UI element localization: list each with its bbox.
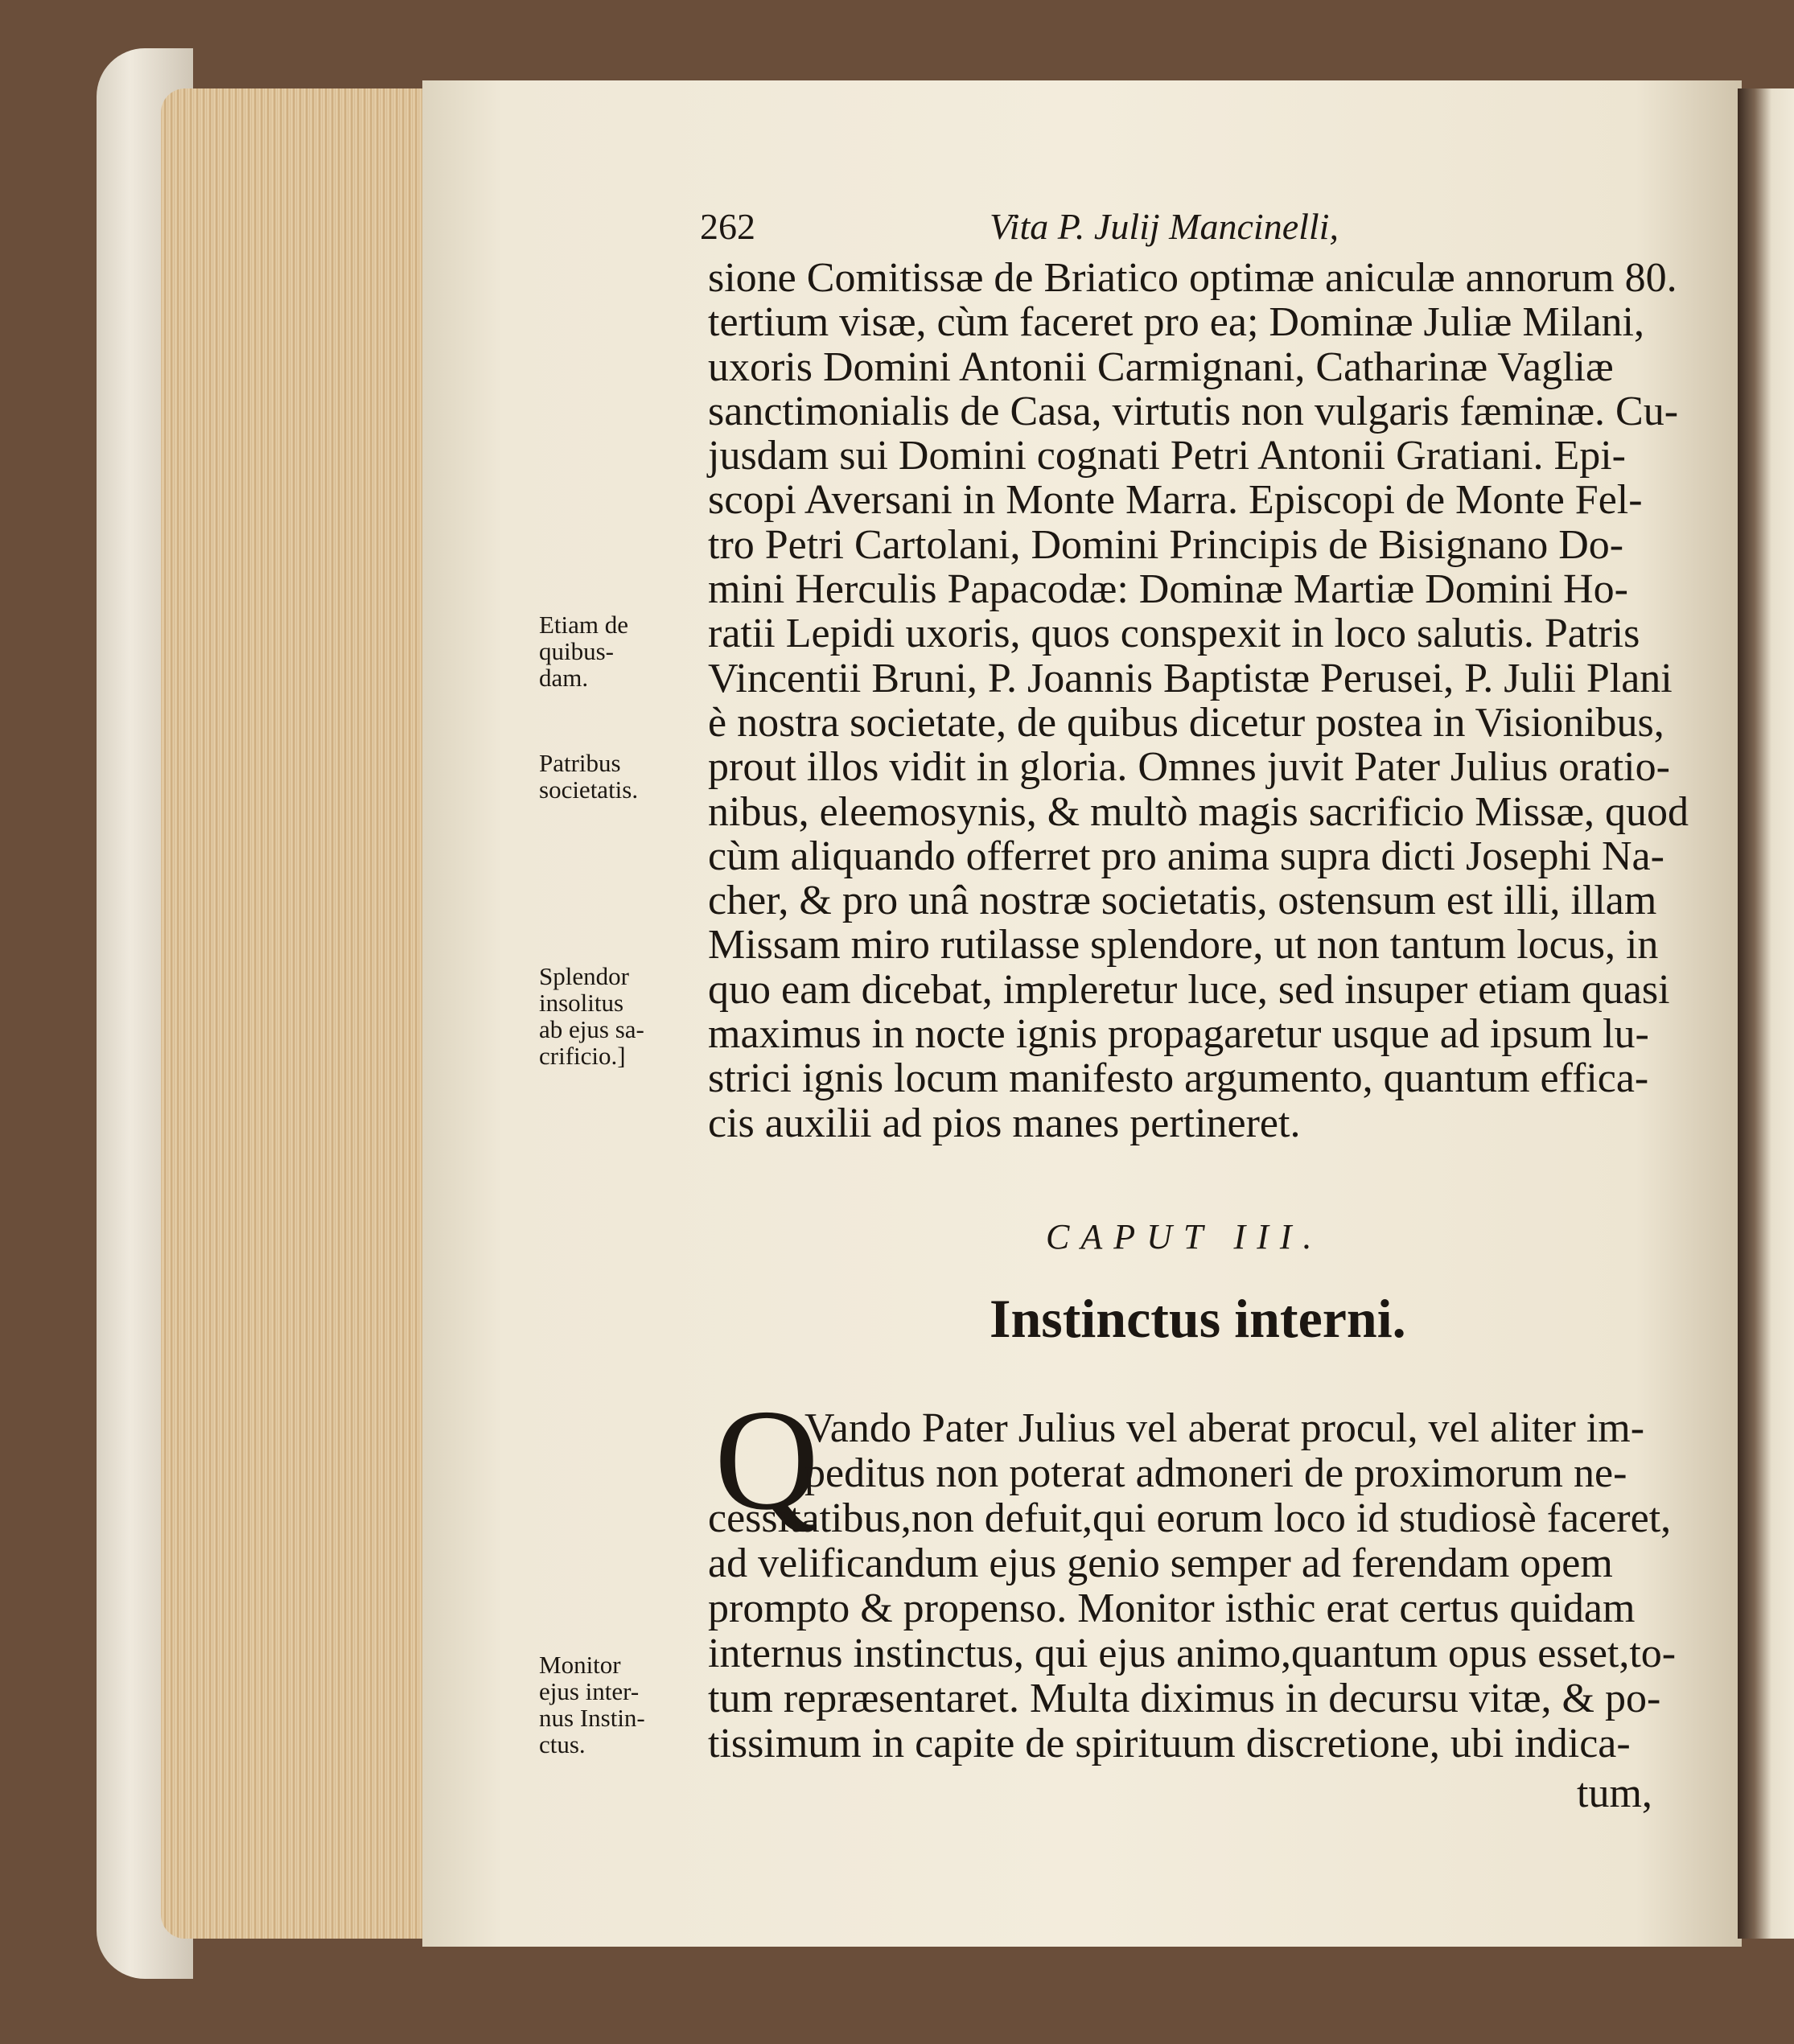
chapter-label: CAPUT III. — [1046, 1217, 1323, 1256]
text-line: internus instinctus, qui ejus animo,quantum opus esset,to- — [708, 1631, 1677, 1676]
text-line: cis auxilii ad pios manes pertineret. — [708, 1100, 1301, 1146]
margin-note-line: quibus- — [539, 637, 614, 665]
margin-note-line: ejus inter- — [539, 1677, 640, 1705]
paragraph — [708, 1406, 1681, 1766]
text-line: peditus non poterat admoneri de proximorum ne- — [804, 1450, 1627, 1496]
text-line: Missam miro rutilasse splendore, ut non tantum locus, in — [708, 922, 1659, 969]
margin-note-line: ctus. — [539, 1730, 586, 1758]
chapter-title: Instinctus interni. — [990, 1288, 1406, 1349]
margin-note — [539, 611, 700, 691]
text-line: cessitatibus,non defuit,qui eorum loco id studiosè faceret, — [708, 1495, 1672, 1541]
margin-note-line: societatis. — [539, 775, 639, 804]
catchword: tum, — [1577, 1771, 1652, 1816]
margin-note-line: Monitor — [539, 1651, 621, 1679]
running-head: Vita P. Julij Mancinelli, — [990, 206, 1339, 247]
text-line: maximus in nocte ignis propagaretur usque ad ipsum lu- — [708, 1011, 1649, 1058]
text-line: tro Petri Cartolani, Domini Principis de Bisignano Do- — [708, 521, 1624, 568]
margin-note-line: dam. — [539, 664, 589, 692]
text-line: prompto & propenso. Monitor isthic erat certus quidam — [708, 1585, 1636, 1631]
margin-note-line: Patribus — [539, 749, 621, 777]
text-line: prout illos vidit in gloria. Omnes juvit Pater Julius oratio- — [708, 744, 1670, 791]
page-number: 262 — [700, 206, 755, 247]
text-line: jusdam sui Domini cognati Petri Antonii Gratiani. Epi- — [708, 433, 1626, 479]
margin-note-line: insolitus — [539, 989, 624, 1017]
text-line: Vando Pater Julius vel aberat procul, vel aliter im- — [804, 1405, 1645, 1451]
text-line: scopi Aversani in Monte Marra. Episcopi de Monte Fel- — [708, 477, 1643, 524]
text-line: quo eam dicebat, impleretur luce, sed insuper etiam quasi — [708, 966, 1670, 1013]
text-line: tertium visæ, cùm faceret pro ea; Dominæ Juliæ Milani, — [708, 299, 1645, 346]
text-line: mini Herculis Papacodæ: Dominæ Martiæ Domini Ho- — [708, 566, 1628, 613]
margin-note — [539, 963, 700, 1069]
facing-page-edge — [1738, 88, 1794, 1939]
text-line: è nostra societate, de quibus dicetur postea in Visionibus, — [708, 699, 1664, 746]
text-line: cùm aliquando offerret pro anima supra dicti Josephi Na- — [708, 833, 1664, 879]
margin-note-line: ab ejus sa- — [539, 1015, 644, 1043]
text-line: ad velificandum ejus genio semper ad ferendam opem — [708, 1540, 1613, 1586]
margin-note-line: crificio.] — [539, 1042, 626, 1070]
text-line: sione Comitissæ de Briatico optimæ aniculæ annorum 80. — [708, 255, 1677, 301]
text-line: tissimum in capite de spirituum discretione, ubi indica- — [708, 1721, 1631, 1766]
margin-note — [539, 750, 700, 803]
text-line: strici ignis locum manifesto argumento, quantum effica- — [708, 1055, 1649, 1102]
text-line: nibus, eleemosynis, & multò magis sacrificio Missæ, quod — [708, 788, 1689, 835]
margin-note-line: Splendor — [539, 962, 629, 990]
margin-note — [539, 1651, 700, 1758]
text-line: ratii Lepidi uxoris, quos conspexit in loco salutis. Patris — [708, 611, 1640, 657]
text-line: Vincentii Bruni, P. Joannis Baptistæ Perusei, P. Julii Plani — [708, 655, 1673, 701]
margin-note-line: Etiam de — [539, 611, 629, 639]
margin-note-line: nus Instin- — [539, 1704, 645, 1732]
page-edges — [161, 88, 434, 1939]
drop-cap: Q — [714, 1380, 819, 1540]
body-text — [708, 255, 1689, 1146]
text-line: uxoris Domini Antonii Carmignani, Catharinæ Vagliæ — [708, 343, 1614, 390]
text-line: tum repræsentaret. Multa diximus in decursu vitæ, & po- — [708, 1676, 1661, 1721]
text-line: cher, & pro unâ nostræ societatis, ostensum est illi, illam — [708, 878, 1657, 924]
text-line: sanctimonialis de Casa, virtutis non vulgaris fæminæ. Cu- — [708, 388, 1679, 434]
